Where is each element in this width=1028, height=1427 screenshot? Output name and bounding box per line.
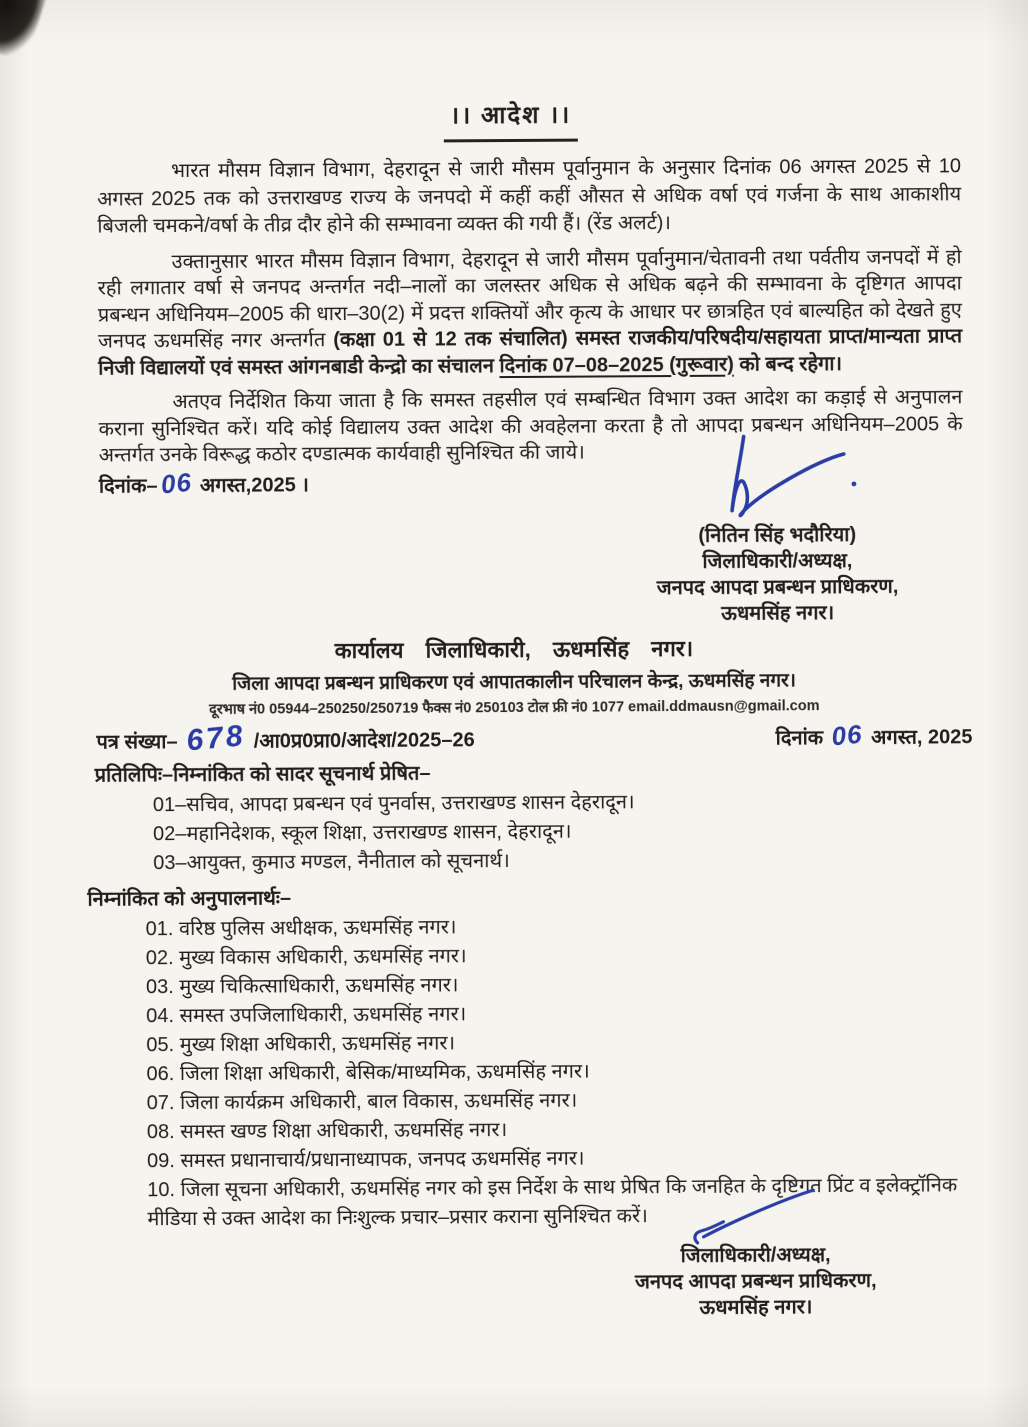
signatory-authority: जनपद आपदा प्रबन्धन प्राधिकरण, xyxy=(656,575,899,599)
letter-number-rest: /आ0प्र0प्रा0/आदेश/2025–26 xyxy=(253,728,475,753)
signatory-district: ऊधमसिंह नगर। xyxy=(699,1295,813,1319)
office-block xyxy=(0,630,1028,719)
signature-ink-icon xyxy=(682,431,873,528)
title-row xyxy=(0,95,1025,145)
handwritten-letter-number: 678 xyxy=(184,718,247,758)
handwritten-reference-date: 06 xyxy=(830,718,864,751)
signatory-block-top xyxy=(597,431,958,627)
reference-date-label: दिनांक xyxy=(775,726,824,749)
compliance-item: 03. मुख्य चिकित्साधिकारी, ऊधमसिंह नगर। xyxy=(145,973,459,998)
copy-section-heading: प्रतिलिपिः–निम्नांकित को सादर सूचनार्थ प्रेषित– xyxy=(94,762,431,787)
reference-date xyxy=(775,718,973,751)
reference-row xyxy=(96,718,973,758)
compliance-list xyxy=(146,910,962,1234)
compliance-item: 04. समस्त उपजिलाधिकारी, ऊधमसिंह नगर। xyxy=(146,1002,467,1027)
paragraph-enforcement: अतएव निर्देशित किया जाता है कि समस्त तहसील एवं सम्बन्धित विभाग उक्त आदेश का कड़ाई से अनुपालन कराना सुनिश्चित करें। यदि कोई विद्यालय उक्त आदेश की अवहेलना करता है तो आपदा प्रबन्धन अधिनियम–2005 के अन्तर्गत उनके विरूद्ध कठोर दण्डात्मक कार्यवाही सुनिश्चित की जाये। xyxy=(98,386,963,467)
closure-order-bold-end: को बन्द रहेगा। xyxy=(733,352,843,376)
compliance-item: 08. समस्त खण्ड शिक्षा अधिकारी, ऊधमसिंह नगर। xyxy=(146,1118,508,1143)
letter-number-label: पत्र संख्या– xyxy=(96,730,178,754)
closure-date-underlined: दिनांक 07–08–2025 (गुरूवार) xyxy=(499,353,734,377)
signatory-name: (नितिन सिंह भदौरिया) xyxy=(698,523,857,547)
copy-list xyxy=(153,786,966,878)
compliance-section-heading: निम्नांकित को अनुपालनार्थः– xyxy=(87,886,292,911)
paragraph-weather-forecast: भारत मौसम विज्ञान विभाग, देहरादून से जारी मौसम पूर्वानुमान के अनुसार दिनांक 06 अगस्त 2025 से 10 अगस्त 2025 तक को उत्तराखण्ड राज्य के जनपदो में कहीं कहीं औसत से अधिक वर्षा एवं गर्जना के साथ आकाशीय बिजली चमकने/वर्षा के तीव्र दौर होने की सम्भावना व्यक्त की गयी हैं। (रेंड अलर्ट)। xyxy=(97,155,962,238)
compliance-item: 09. समस्त प्रधानाचार्य/प्रधानाध्यापक, जनपद ऊधमसिंह नगर। xyxy=(146,1147,585,1172)
date-prefix: दिनांक– xyxy=(98,474,158,498)
signatory-designation: जिलाधिकारी/अध्यक्ष, xyxy=(680,1243,831,1267)
reference-date-rest: अगस्त, 2025 xyxy=(871,725,973,749)
signatory-designation: जिलाधिकारी/अध्यक्ष, xyxy=(702,549,853,573)
compliance-item: 01. वरिष्ठ पुलिस अधीक्षक, ऊधमसिंह नगर। xyxy=(145,915,457,940)
closure-order-bold-text: (कक्षा 01 से 12 तक संचालित) समस्त राजकीय/परिषदीय/सहायता प्राप्त/मान्यता प्राप्त निजी विद्यालयों एवं समस्त आंगनबाडी केन्द्रो का संचालन xyxy=(98,325,963,380)
signatory-district: ऊधमसिंह नगर। xyxy=(721,601,835,625)
office-subheading: जिला आपदा प्रबन्धन प्राधिकरण एवं आपातकालीन परिचालन केन्द्र, ऊधमसिंह नगर। xyxy=(232,669,797,695)
handwritten-order-date: 06 xyxy=(159,466,193,499)
closure-order-normal-text: उक्तानुसार भारत मौसम विज्ञान विभाग, देहरादून से जारी मौसम पूर्वानुमान/चेतावनी तथा पर्वतीय जनपदों में हो रही लगातार वर्षा से जनपद अन्तर्गत नदी–नालों का जलस्तर अधिक से अधिक बढ़ने की सम्भावना के दृष्टिगत आपदा प्रबन्धन अधिनियम–2005 की धारा–30(2) में प्रदत्त शक्तियों और कृत्य के आधार पर छात्रहित एवं बाल्यहित को देखते हुए जनपद ऊधमसिंह नगर अन्तर्गत xyxy=(97,245,962,353)
letter-number xyxy=(96,718,475,758)
copy-item: 01–सचिव, आपदा प्रबन्धन एवं पुनर्वास, उत्तराखण्ड शासन देहरादून। xyxy=(152,790,635,816)
date-suffix: अगस्त,2025 । xyxy=(194,473,309,497)
compliance-item: 02. मुख्य विकास अधिकारी, ऊधमसिंह नगर। xyxy=(145,944,467,969)
office-heading: कार्यालय जिलाधिकारी, ऊधमसिंह नगर। xyxy=(334,635,694,663)
compliance-item: 06. जिला शिक्षा अधिकारी, बेसिक/माध्यमिक, ऊधमसिंह नगर। xyxy=(146,1060,590,1085)
copy-item: 03–आयुक्त, कुमाउ मण्डल, नैनीताल को सूचनार्थ। xyxy=(153,849,510,874)
office-contact-line: दूरभाष नं0 05944–250250/250719 फैक्स नं0 250103 टोल फ्री नं0 1077 email.ddmausn@gmail.com xyxy=(209,697,820,718)
compliance-item: 05. मुख्य शिक्षा अधिकारी, ऊधमसिंह नगर। xyxy=(146,1031,456,1056)
compliance-item: 10. जिला सूचना अधिकारी, ऊधमसिंह नगर को इस निर्देश के साथ प्रेषित कि जनहित के दृष्टिगत प्रिंट व इलेक्ट्रॉनिक मीडिया से उक्त आदेश का निःशुल्क प्रचार–प्रसार कराना सुनिश्चित करें। xyxy=(147,1173,958,1230)
compliance-item: 07. जिला कार्यक्रम अधिकारी, बाल विकास, ऊधमसिंह नगर। xyxy=(146,1089,578,1114)
order-title: ।। आदेश ।। xyxy=(444,98,578,143)
signatory-authority: जनपद आपदा प्रबन्धन प्राधिकरण, xyxy=(634,1269,877,1293)
paragraph-closure-order xyxy=(97,244,962,382)
copy-item: 02–महानिदेशक, स्कूल शिक्षा, उत्तराखण्ड शासन, देहरादून। xyxy=(152,820,572,845)
